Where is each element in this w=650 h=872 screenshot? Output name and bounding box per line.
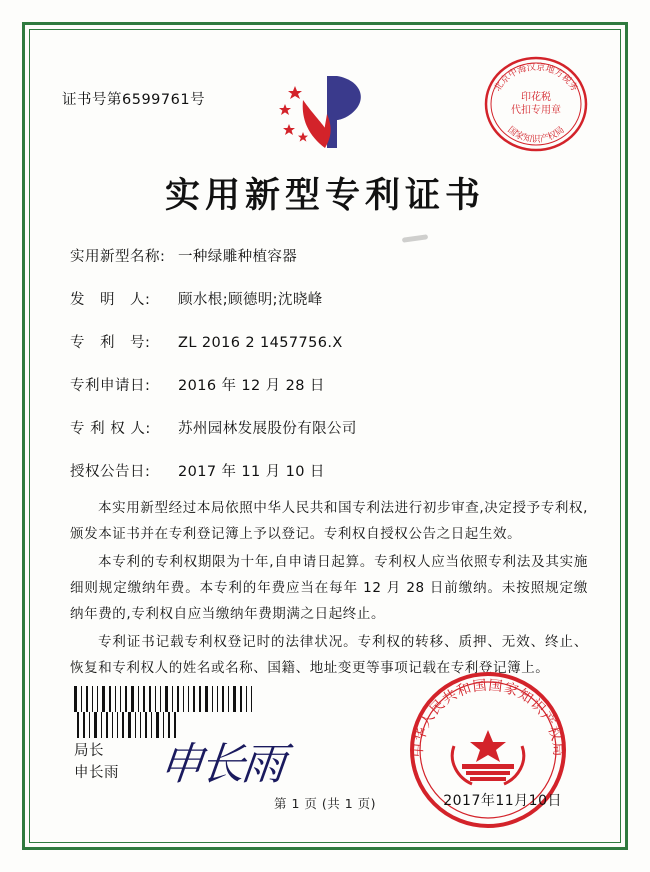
svg-text:代扣专用章: 代扣专用章 (511, 105, 561, 116)
director-name: 申长雨 (74, 765, 119, 781)
svg-text:中华人民共和国国家知识产权局: 中华人民共和国国家知识产权局 (409, 677, 567, 758)
field-value: 2016 年 12 月 28 日 (178, 378, 325, 394)
svg-text:国家知识产权局: 国家知识产权局 (505, 125, 567, 145)
field-list (70, 245, 590, 503)
field-value: 一种绿雕种植容器 (178, 249, 298, 265)
field-value: 顾水根;顾德明;沈晓峰 (178, 292, 323, 308)
signature-text: 申长雨 (156, 739, 286, 790)
field-label: 专利申请日: (70, 378, 151, 394)
legal-paragraph: 本实用新型经过本局依照中华人民共和国专利法进行初步审查,决定授予专利权,颁发本证书并在专利登记簿上予以登记。专利权自授权公告之日起生效。 (70, 500, 588, 542)
seal-date: 2017年11月10日 (443, 793, 562, 809)
page-title: 实用新型专利证书 (164, 175, 485, 216)
svg-text:印花税: 印花税 (521, 92, 551, 103)
field-label: 专 利 权 人: (70, 421, 151, 437)
field-label: 专 利 号: (70, 335, 151, 351)
page-footer: 第 1 页 (共 1 页) (273, 796, 377, 811)
barcode (74, 686, 254, 712)
field-value: 2017 年 11 月 10 日 (178, 464, 325, 480)
field-row (70, 288, 590, 309)
patent-office-logo-icon (265, 70, 385, 160)
director-block (74, 740, 119, 784)
legal-paragraph: 本专利的专利权期限为十年,自申请日起算。专利权人应当依照专利法及其实施细则规定缴纳年费。本专利的年费应当在每年 12 月 28 日前缴纳。未按照规定缴纳年费的,专利权自应当缴纳年费期满之日起终止。 (70, 554, 588, 622)
certificate-number: 证书号第6599761号 (62, 92, 206, 108)
field-label: 授权公告日: (70, 464, 151, 480)
paper-smudge (402, 234, 428, 243)
field-value: ZL 2016 2 1457756.X (178, 335, 343, 351)
field-label: 实用新型名称: (70, 249, 166, 265)
field-row (70, 331, 590, 352)
field-label: 发 明 人: (70, 292, 151, 308)
legal-text-block (70, 495, 588, 683)
field-row (70, 417, 590, 438)
svg-text:北京中海汉京地方税务: 北京中海汉京地方税务 (493, 62, 579, 94)
field-row (70, 374, 590, 395)
field-value: 苏州园林发展股份有限公司 (178, 421, 357, 437)
field-row (70, 245, 590, 266)
field-row (70, 460, 590, 481)
tax-stamp-seal (482, 50, 590, 158)
director-label: 局长 (74, 743, 104, 759)
handwritten-signature (156, 728, 370, 798)
certificate-content (50, 50, 600, 822)
legal-paragraph: 专利证书记载专利权登记时的法律状况。专利权的转移、质押、无效、终止、恢复和专利权人的姓名或名称、国籍、地址变更等事项记载在专利登记簿上。 (70, 634, 588, 676)
